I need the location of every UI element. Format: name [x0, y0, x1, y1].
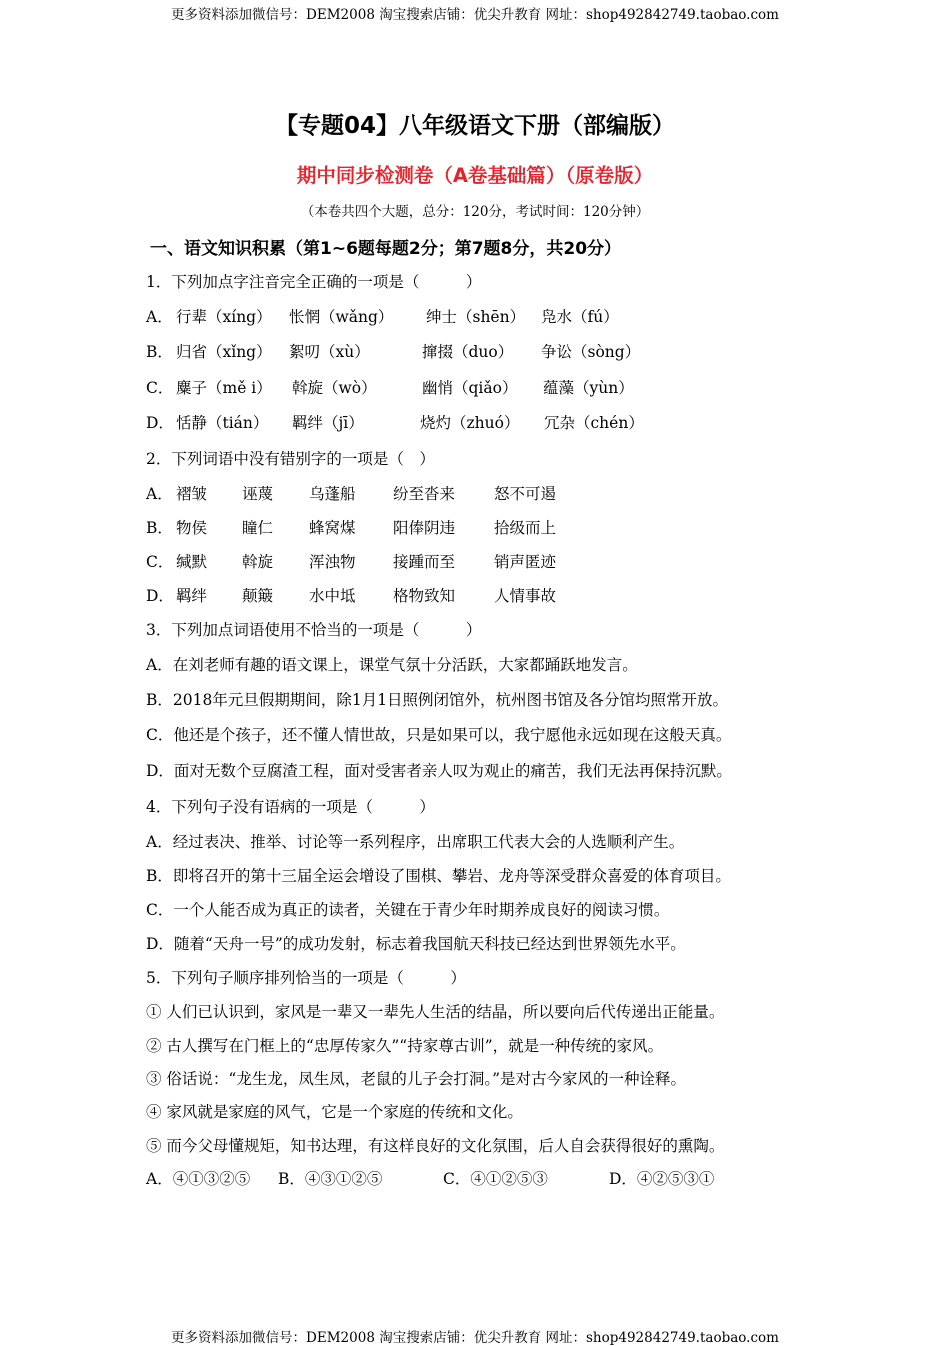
q4-stem: 4．下列句子没有语病的一项是（ ）	[146, 798, 435, 816]
footer-text: 更多资料添加微信号：DEM2008 淘宝搜索店铺：优尖升教育 网址：shop492842749.taobao.com	[171, 1330, 779, 1346]
q5-choice-a: A．④①③②⑤	[146, 1170, 251, 1188]
section-heading: 一、语文知识积累（第1~6题每题2分；第7题8分，共20分）	[150, 239, 622, 259]
exam-note: （本卷共四个大题，总分：120分，考试时间：120分钟）	[300, 204, 650, 220]
q5-sentence-2: ② 古人撰写在门框上的“忠厚传家久”“持家尊古训”，就是一种传统的家风。	[146, 1037, 664, 1055]
q4-option-d: D．随着“天舟一号”的成功发射，标志着我国航天科技已经达到世界领先水平。	[146, 935, 686, 953]
q3-option-d: D．面对无数个豆腐渣工程，面对受害者亲人叹为观止的痛苦，我们无法再保持沉默。	[146, 762, 732, 780]
header-text: 更多资料添加微信号：DEM2008 淘宝搜索店铺：优尖升教育 网址：shop492842749.taobao.com	[171, 7, 779, 23]
q3-stem: 3．下列加点词语使用不恰当的一项是（ ）	[146, 621, 482, 639]
q5-sentence-1: ① 人们已认识到，家风是一辈又一辈先人生活的结晶，所以要向后代传递出正能量。	[146, 1003, 725, 1021]
q3-option-b: B．2018年元旦假期期间，除1月1日照例闭馆外，杭州图书馆及各分馆均照常开放。	[146, 691, 729, 709]
q3-option-a: A．在刘老师有趣的语文课上，课堂气氛十分活跃，大家都踊跃地发言。	[146, 656, 638, 674]
q4-option-c: C．一个人能否成为真正的读者，关键在于青少年时期养成良好的阅读习惯。	[146, 901, 670, 919]
q5-sentence-5: ⑤ 而今父母懂规矩，知书达理，有这样良好的文化氛围，后人自会获得很好的熏陶。	[146, 1137, 725, 1155]
q5-choice-b: B．④③①②⑤	[278, 1170, 383, 1188]
q5-sentence-4: ④ 家风就是家庭的风气，它是一个家庭的传统和文化。	[146, 1103, 523, 1121]
q4-option-b: B．即将召开的第十三届全运会增设了围棋、攀岩、龙舟等深受群众喜爱的体育项目。	[146, 867, 731, 885]
q3-option-c: C．他还是个孩子，还不懂人情世故，只是如果可以，我宁愿他永远如现在这般天真。	[146, 726, 732, 744]
q4-option-a: A．经过表决、推举、讨论等一系列程序，出席职工代表大会的人选顺利产生。	[146, 833, 685, 851]
q2-stem: 2．下列词语中没有错别字的一项是（ ）	[146, 450, 435, 468]
q5-choice-c: C．④①②⑤③	[443, 1170, 548, 1188]
q5-sentence-3: ③ 俗话说：“龙生龙，凤生凤，老鼠的儿子会打洞。”是对古今家风的一种诠释。	[146, 1070, 687, 1088]
q5-stem: 5．下列句子顺序排列恰当的一项是（ ）	[146, 969, 466, 987]
q5-choice-d: D．④②⑤③①	[609, 1170, 715, 1188]
q1-stem: 1．下列加点字注音完全正确的一项是（ ）	[146, 273, 482, 291]
page-subtitle: 期中同步检测卷（A卷基础篇）（原卷版）	[296, 164, 654, 187]
page-title: 【专题04】八年级语文下册（部编版）	[274, 113, 675, 139]
